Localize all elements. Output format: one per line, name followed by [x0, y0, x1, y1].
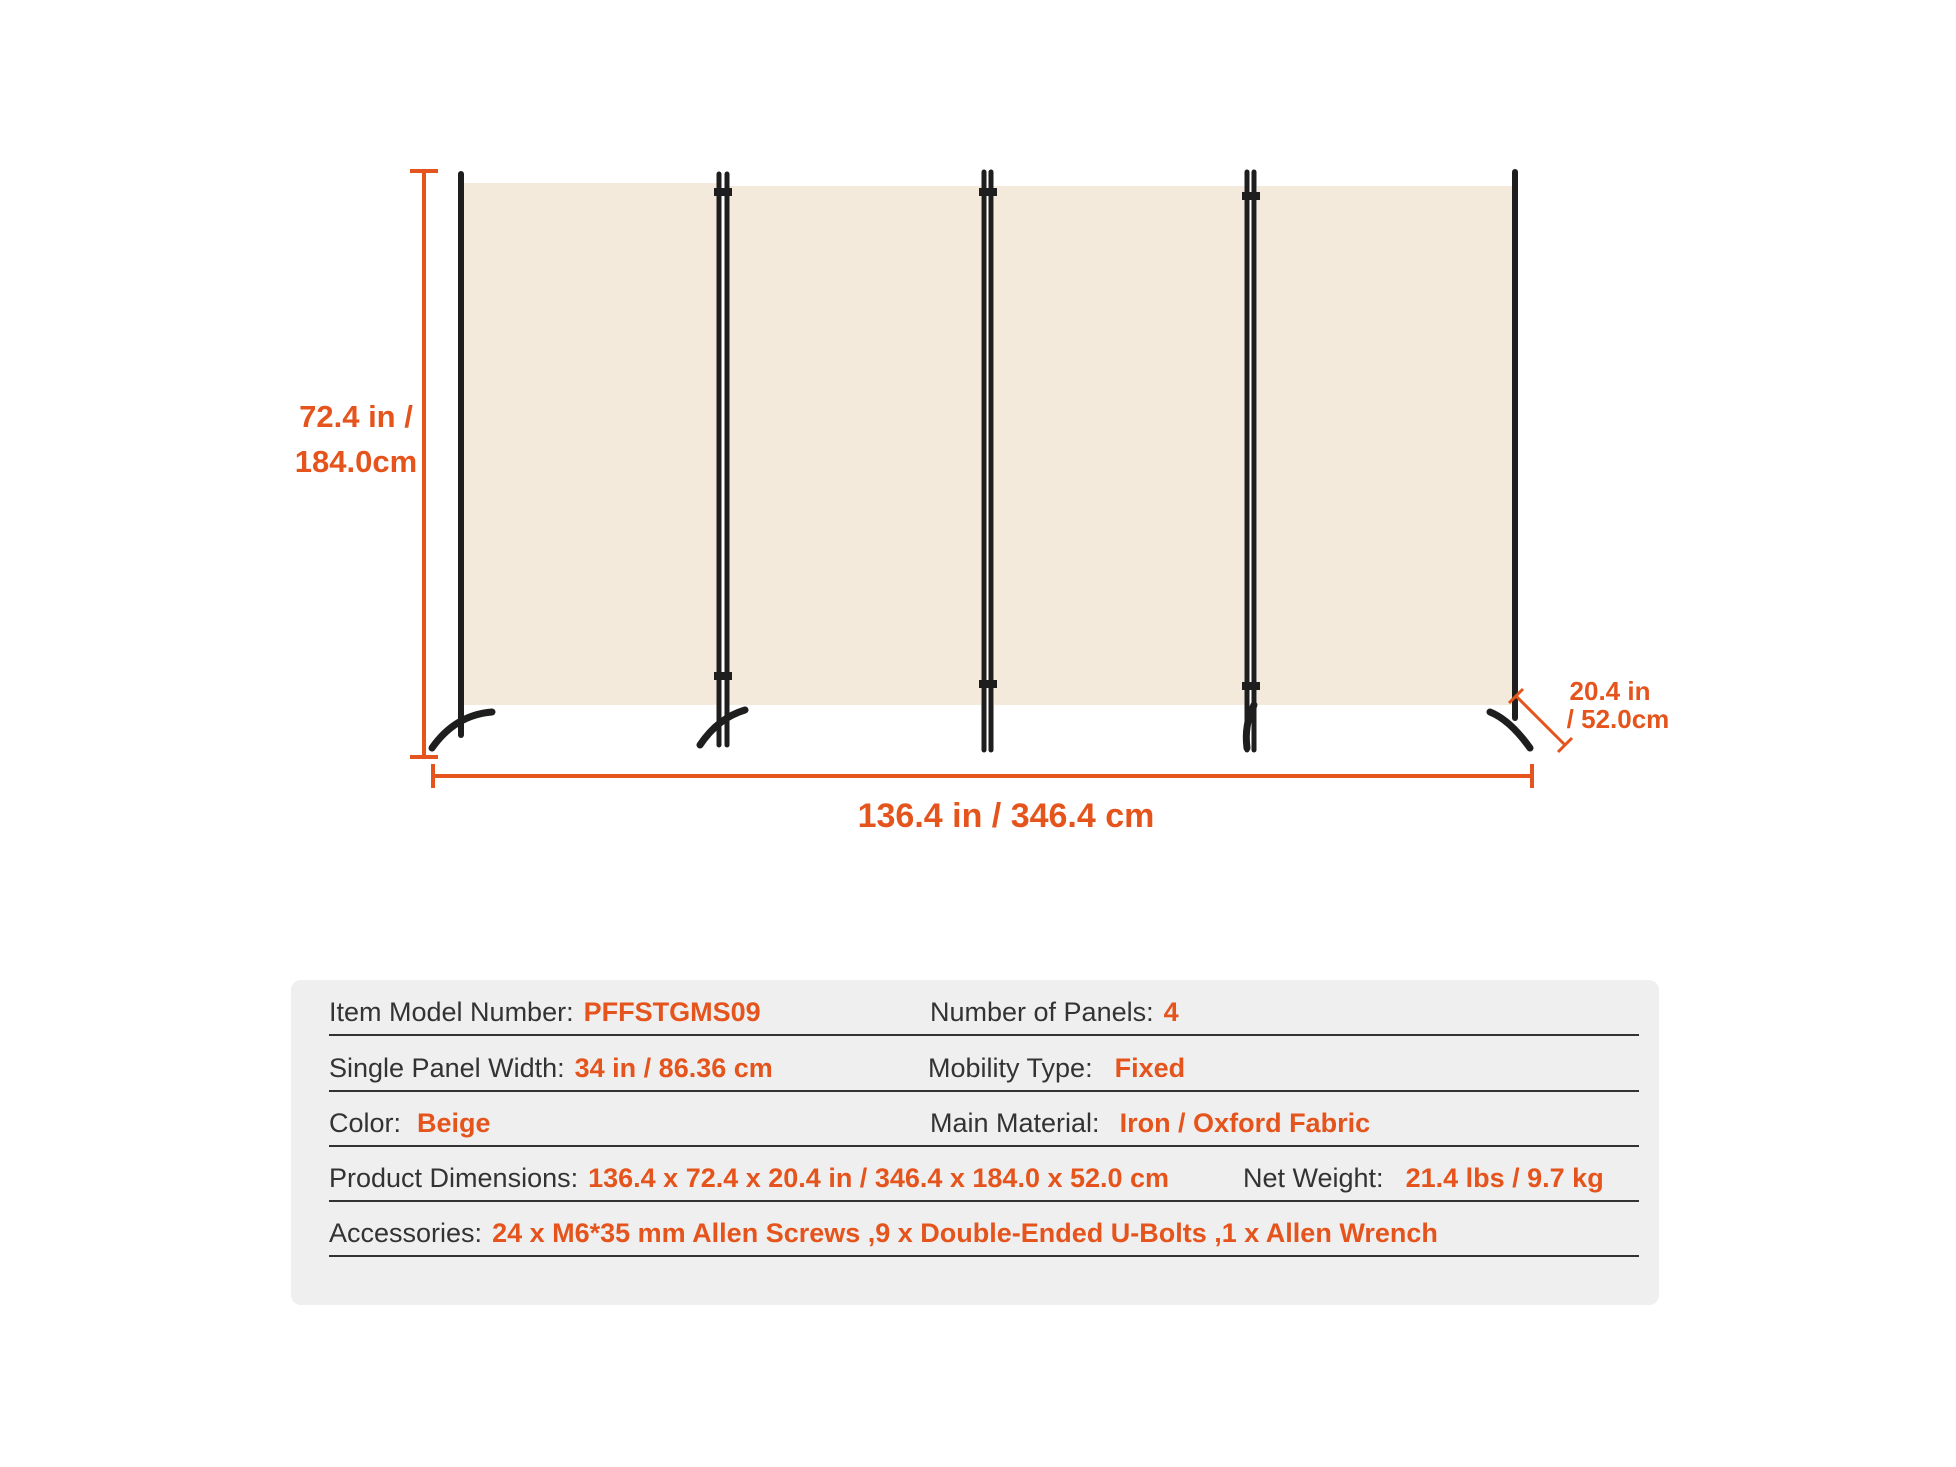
panel-width-spec	[329, 1053, 773, 1084]
panels-spec	[930, 997, 1179, 1028]
accessories-label: Accessories:	[329, 1218, 483, 1248]
model-value: PFFSTGMS09	[583, 997, 761, 1027]
depth-label-line2: / 52.0cm	[1566, 704, 1670, 734]
mobility-spec	[928, 1053, 1185, 1084]
dimensions-value: 136.4 x 72.4 x 20.4 in / 346.4 x 184.0 x 52.0 cm	[588, 1163, 1170, 1193]
spec-row	[329, 1146, 1639, 1202]
spec-row	[329, 1091, 1639, 1147]
panels-label: Number of Panels:	[930, 997, 1154, 1027]
frame-feet	[432, 705, 1530, 748]
panel-width-value: 34 in / 86.36 cm	[574, 1053, 773, 1083]
material-value: Iron / Oxford Fabric	[1119, 1108, 1371, 1138]
panels-value: 4	[1163, 997, 1179, 1027]
width-label: 136.4 in / 346.4 cm	[857, 797, 1155, 835]
fabric-panel-4	[1257, 186, 1513, 705]
model-spec	[329, 997, 761, 1028]
dimensions-spec	[329, 1163, 1169, 1194]
specifications-card	[291, 980, 1659, 1305]
height-label-line1: 72.4 in /	[299, 399, 413, 434]
color-label: Color:	[329, 1108, 402, 1138]
mobility-label: Mobility Type:	[928, 1053, 1093, 1083]
spec-row	[329, 980, 1639, 1036]
model-label: Item Model Number:	[329, 997, 574, 1027]
hinge-clamp	[714, 672, 732, 680]
hinge-clamp	[1242, 682, 1260, 690]
fabric-panel-2	[729, 186, 981, 705]
spec-row	[329, 1201, 1639, 1257]
height-label-line2: 184.0cm	[294, 444, 418, 479]
mobility-value: Fixed	[1114, 1053, 1186, 1083]
weight-value: 21.4 lbs / 9.7 kg	[1405, 1163, 1604, 1193]
foot-2	[700, 710, 745, 745]
material-label: Main Material:	[930, 1108, 1100, 1138]
weight-spec	[1243, 1163, 1604, 1194]
hinge-clamp	[714, 188, 732, 196]
foot-right	[1490, 712, 1530, 748]
weight-label: Net Weight:	[1243, 1163, 1384, 1193]
spec-row	[329, 1036, 1639, 1092]
depth-label-line1: 20.4 in	[1569, 676, 1651, 706]
hinge-clamp	[979, 680, 997, 688]
hinge-clamp	[1242, 192, 1260, 200]
color-spec	[329, 1108, 491, 1139]
hinge-clamp	[979, 188, 997, 196]
color-value: Beige	[417, 1108, 491, 1138]
panel-width-label: Single Panel Width:	[329, 1053, 565, 1083]
material-spec	[930, 1108, 1370, 1139]
fabric-panel-3	[994, 186, 1246, 705]
fabric-panel-1	[464, 183, 718, 705]
dimensions-label: Product Dimensions:	[329, 1163, 579, 1193]
accessories-value: 24 x M6*35 mm Allen Screws ,9 x Double-Ended U-Bolts ,1 x Allen Wrench	[492, 1218, 1438, 1248]
accessories-spec	[329, 1218, 1438, 1249]
